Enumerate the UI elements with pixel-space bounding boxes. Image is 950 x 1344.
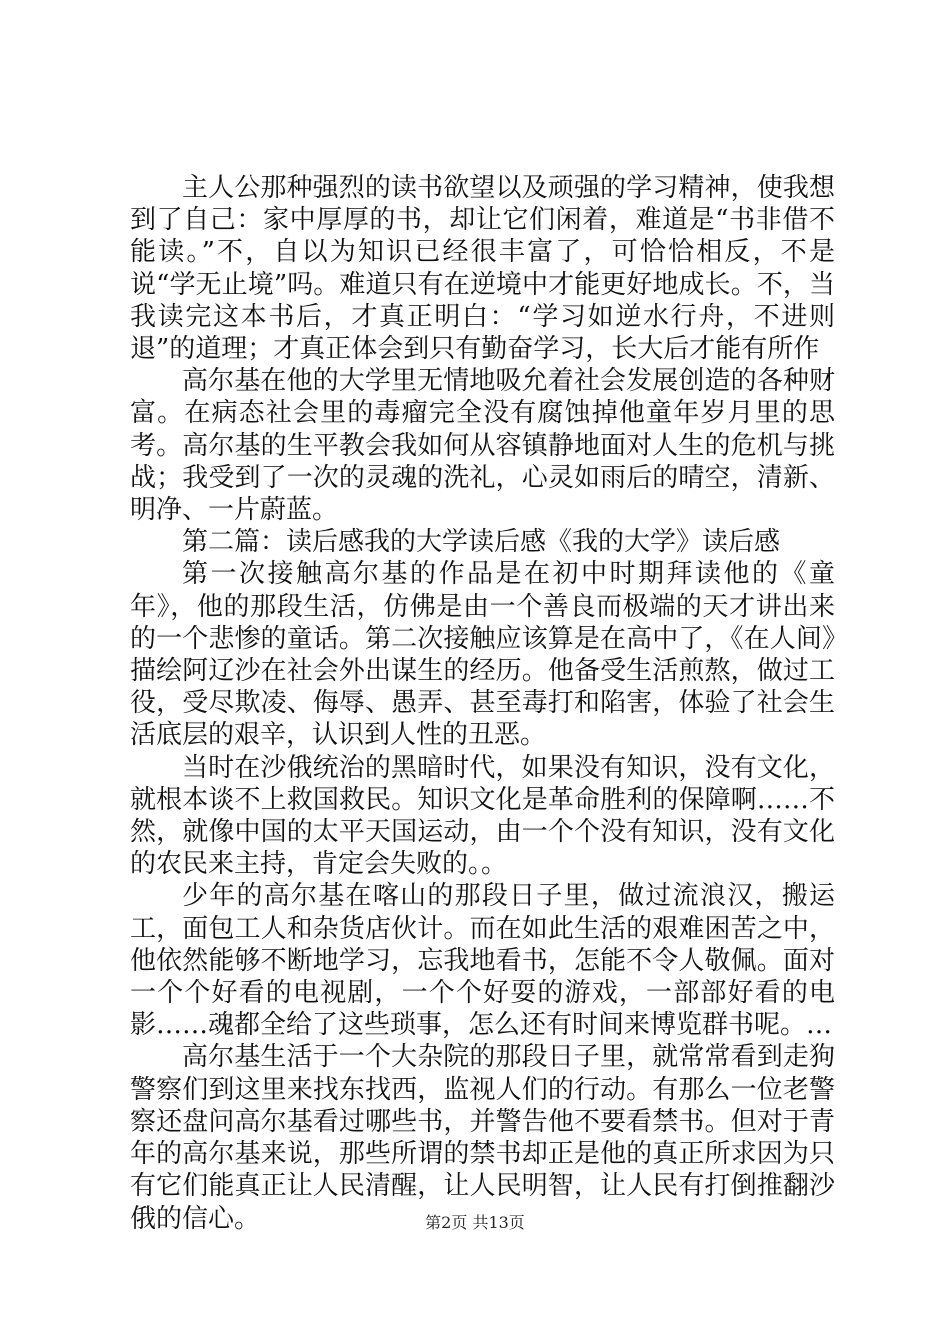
document-body [130, 172, 835, 1235]
page-number-footer: 第2页 共13页 [425, 1213, 525, 1232]
section-heading: 第二篇：读后感我的大学读后感《我的大学》读后感 [182, 527, 781, 558]
paragraph-5: 少年的高尔基在喀山的那段日子里，做过流浪汉，搬运工，面包工人和杂货店伙计。而在如此生活的艰难困苦之中，他依然能够不断地学习，忘我地看书，怎能不令人敬佩。面对一个个好看的电视剧，一个个好耍的游戏，一部部好看的电影……魂都全给了这些琐事，怎么还有时间来博览群书呢。… [130, 881, 835, 1041]
paragraph-2: 高尔基在他的大学里无情地吸允着社会发展创造的各种财富。在病态社会里的毒瘤完全没有腐蚀掉他童年岁月里的思考。高尔基的生平教会我如何从容镇静地面对人生的危机与挑战；我受到了一次的灵魂的洗礼，心灵如雨后的晴空，清新、明净、一片蔚蓝。 [130, 366, 835, 526]
paragraph-1: 主人公那种强烈的读书欲望以及顽强的学习精神，使我想到了自己：家中厚厚的书，却让它们闲着，难道是“书非借不能读。”不，自以为知识已经很丰富了，可恰恰相反，不是说“学无止境”吗。难道只有在逆境中才能更好地成长。不，当我读完这本书后，才真正明白：“学习如逆水行舟，不进则退”的道理；才真正体会到只有勤奋学习，长大后才能有所作 [130, 173, 835, 365]
paragraph-6: 高尔基生活于一个大杂院的那段日子里，就常常看到走狗警察们到这里来找东找西，监视人们的行动。有那么一位老警察还盘问高尔基看过哪些书，并警告他不要看禁书。但对于青年的高尔基来说，那些所谓的禁书却正是他的真正所求因为只有它们能真正让人民清醒，让人民明智，让人民有打倒推翻沙俄的信心。 [130, 1042, 835, 1234]
paragraph-4: 当时在沙俄统治的黑暗时代，如果没有知识，没有文化，就根本谈不上救国救民。知识文化是革命胜利的保障啊……不然，就像中国的太平天国运动，由一个个没有知识，没有文化的农民来主持，肯定会失败的。。 [130, 752, 835, 880]
paragraph-3: 第一次接触高尔基的作品是在初中时期拜读他的《童年》，他的那段生活，仿佛是由一个善良而极端的天才讲出来的一个悲惨的童话。第二次接触应该算是在高中了，《在人间》描绘阿辽沙在社会外出谋生的经历。他备受生活煎熬，做过工役，受尽欺凌、侮辱、愚弄、甚至毒打和陷害，体验了社会生活底层的艰辛，认识到人性的丑恶。 [130, 559, 835, 751]
